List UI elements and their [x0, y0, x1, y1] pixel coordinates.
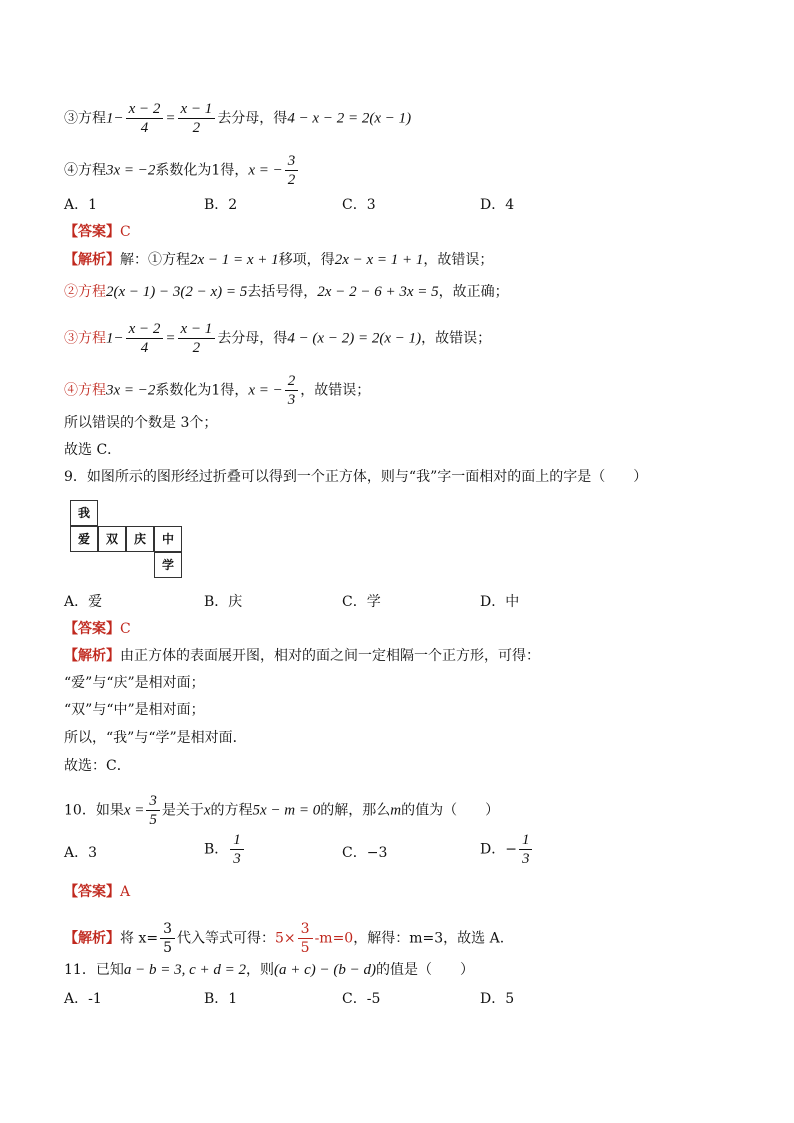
net-cell-xue: 学: [154, 552, 182, 578]
denominator: 2: [192, 340, 201, 356]
fraction: [178, 320, 216, 357]
q8-select: 故选 C．: [64, 442, 122, 458]
choice-b: B．1: [204, 991, 238, 1007]
math-text: x: [203, 802, 211, 819]
math-text: 3x = −2: [106, 162, 156, 179]
q11-question: [64, 960, 474, 980]
math-text: 1: [106, 330, 114, 347]
net-cell-ai: 爱: [70, 526, 98, 552]
q9-analysis-line-3: 所以，“我”与“学”是相对面．: [64, 730, 247, 746]
choice-d: D．4: [480, 197, 515, 213]
choice-a: A．-1: [64, 991, 102, 1007]
denominator: 5: [300, 940, 310, 956]
q8-analysis-4: [64, 372, 370, 409]
q8-conclusion: 所以错误的个数是 3个；: [64, 415, 218, 431]
q8-analysis-1: [64, 250, 493, 270]
numerator: x − 1: [178, 320, 216, 339]
text: 10．如果: [64, 802, 124, 819]
text: -m=0: [314, 930, 354, 947]
net-cell-zhong: 中: [154, 526, 182, 552]
numerator: 3: [160, 920, 175, 939]
q10-question: [64, 792, 499, 829]
numerator: x − 2: [126, 100, 164, 119]
choice-c: C．学: [342, 594, 381, 610]
text: 5×: [275, 930, 296, 947]
q9-select: 故选：C．: [64, 758, 131, 774]
numerator: x − 2: [126, 320, 164, 339]
text: 的值为（ ）: [401, 802, 500, 819]
denominator: 4: [140, 120, 149, 136]
text: ，故正确；: [438, 284, 509, 300]
text: 系数化为1得，: [155, 382, 249, 399]
denominator: 2: [192, 120, 201, 136]
text: 解：①方程: [120, 252, 190, 268]
denominator: 4: [140, 340, 149, 356]
fraction: [126, 100, 164, 137]
text: ，故错误；: [423, 252, 494, 268]
numerator: x − 1: [178, 100, 216, 119]
math-text: m: [390, 802, 402, 819]
text: ②方程: [64, 284, 106, 300]
analysis-tag: 【解析】: [64, 648, 120, 664]
text: ，故错误；: [421, 330, 492, 347]
text: 的解，那么: [320, 802, 391, 819]
text: 是关于: [161, 802, 204, 819]
text: 代入等式可得：: [177, 930, 275, 947]
text: 的值是（ ）: [376, 962, 474, 978]
text: D．−: [480, 841, 517, 858]
text: 将 x=: [120, 930, 159, 947]
q8-analysis-3: [64, 320, 491, 357]
text: 去分母，得: [217, 330, 288, 347]
math-text: 2x − 1 = x + 1: [190, 252, 279, 268]
text: ④方程: [64, 382, 106, 399]
answer-value: A: [120, 884, 131, 900]
text: ，则: [245, 962, 274, 978]
text: 由正方体的表面展开图，相对的面之间一定相隔一个正方形，可得：: [120, 648, 540, 664]
text: 移项，得: [278, 252, 335, 268]
choice-d: D．5: [480, 991, 515, 1007]
analysis-tag: 【解析】: [64, 252, 120, 268]
choice-b: B．庆: [204, 594, 243, 610]
answer-value: C: [120, 621, 131, 637]
fraction: [126, 320, 164, 357]
answer-value: C: [120, 224, 131, 240]
q9-analysis-line-2: “双”与“中”是相对面；: [64, 702, 205, 718]
text: B．: [204, 841, 229, 858]
choice-a: A．1: [64, 197, 98, 213]
math-text: −: [113, 110, 124, 127]
item-prefix: ③方程: [64, 110, 106, 127]
math-text: =: [165, 330, 176, 347]
text: ，故错误；: [300, 382, 371, 399]
text: 的方程: [210, 802, 253, 819]
q9-analysis: [64, 646, 540, 666]
answer-tag: 【答案】: [64, 621, 120, 637]
q9-question: 9．如图所示的图形经过折叠可以得到一个正方体，则与“我”字一面相对的面上的字是（ ）: [64, 469, 648, 485]
denominator: 5: [149, 812, 157, 828]
choice-d: [480, 831, 534, 868]
math-text: 4 − (x − 2) = 2(x − 1): [287, 330, 422, 347]
text: 去分母，得: [217, 110, 288, 127]
numerator: 1: [230, 831, 244, 850]
choice-a: A．3: [64, 845, 98, 861]
math-text: 2x − x = 1 + 1: [334, 252, 424, 268]
math-text: 2(x − 1) − 3(2 − x) = 5: [106, 284, 248, 300]
text: 系数化为1得，: [155, 162, 249, 179]
fraction: [178, 100, 216, 137]
choice-c: C．-5: [342, 991, 381, 1007]
analysis-tag: 【解析】: [64, 930, 120, 947]
math-text: 5x − m = 0: [252, 802, 321, 819]
q9-analysis-line-1: “爱”与“庆”是相对面；: [64, 675, 205, 691]
q10-analysis: [64, 920, 504, 957]
math-text: 3x = −2: [106, 382, 156, 399]
math-text: x = −: [248, 162, 283, 179]
text: ③方程: [64, 330, 106, 347]
math-text: 2x − 2 − 6 + 3x = 5: [317, 284, 439, 300]
q8-answer: [64, 222, 131, 242]
math-text: x =: [123, 802, 145, 819]
net-cell-shuang: 双: [98, 526, 126, 552]
choice-b: B．2: [204, 197, 238, 213]
choice-b: [204, 831, 246, 868]
numerator: 3: [146, 792, 160, 811]
numerator: 3: [298, 920, 313, 939]
text: 11．已知: [64, 962, 124, 978]
q8-item-3: [64, 100, 411, 137]
choice-d: D．中: [480, 594, 520, 610]
q8-item-4: [64, 152, 300, 189]
denominator: 3: [233, 851, 241, 867]
fraction: [298, 920, 313, 957]
q10-answer: [64, 882, 130, 902]
denominator: 3: [287, 392, 296, 408]
answer-tag: 【答案】: [64, 884, 120, 900]
choice-a: A．爱: [64, 594, 103, 610]
math-text: (a + c) − (b − d): [273, 962, 376, 978]
fraction: [285, 152, 299, 189]
net-cell-wo: 我: [70, 500, 98, 526]
answer-tag: 【答案】: [64, 224, 120, 240]
math-text: a − b = 3, c + d = 2: [123, 962, 246, 978]
math-text: 1: [106, 110, 114, 127]
math-text: x = −: [248, 382, 283, 399]
choice-c: C．3: [342, 197, 376, 213]
numerator: 1: [519, 831, 533, 850]
math-text: −: [113, 330, 124, 347]
text: 去括号得，: [247, 284, 318, 300]
fraction: [285, 372, 299, 409]
denominator: 2: [287, 172, 296, 188]
fraction: [519, 831, 533, 868]
choice-c: C．−3: [342, 845, 388, 861]
fraction: [160, 920, 175, 957]
numerator: 2: [285, 372, 299, 391]
math-text: =: [165, 110, 176, 127]
q8-analysis-2: [64, 282, 509, 302]
item-prefix: ④方程: [64, 162, 106, 179]
text: ，解得：m=3，故选 A.: [353, 930, 505, 947]
q9-answer: [64, 619, 131, 639]
math-text: 4 − x − 2 = 2(x − 1): [287, 110, 412, 127]
denominator: 5: [163, 940, 172, 956]
net-cell-qing: 庆: [126, 526, 154, 552]
fraction: [146, 792, 160, 829]
fraction: [230, 831, 244, 868]
denominator: 3: [521, 851, 530, 867]
numerator: 3: [285, 152, 299, 171]
